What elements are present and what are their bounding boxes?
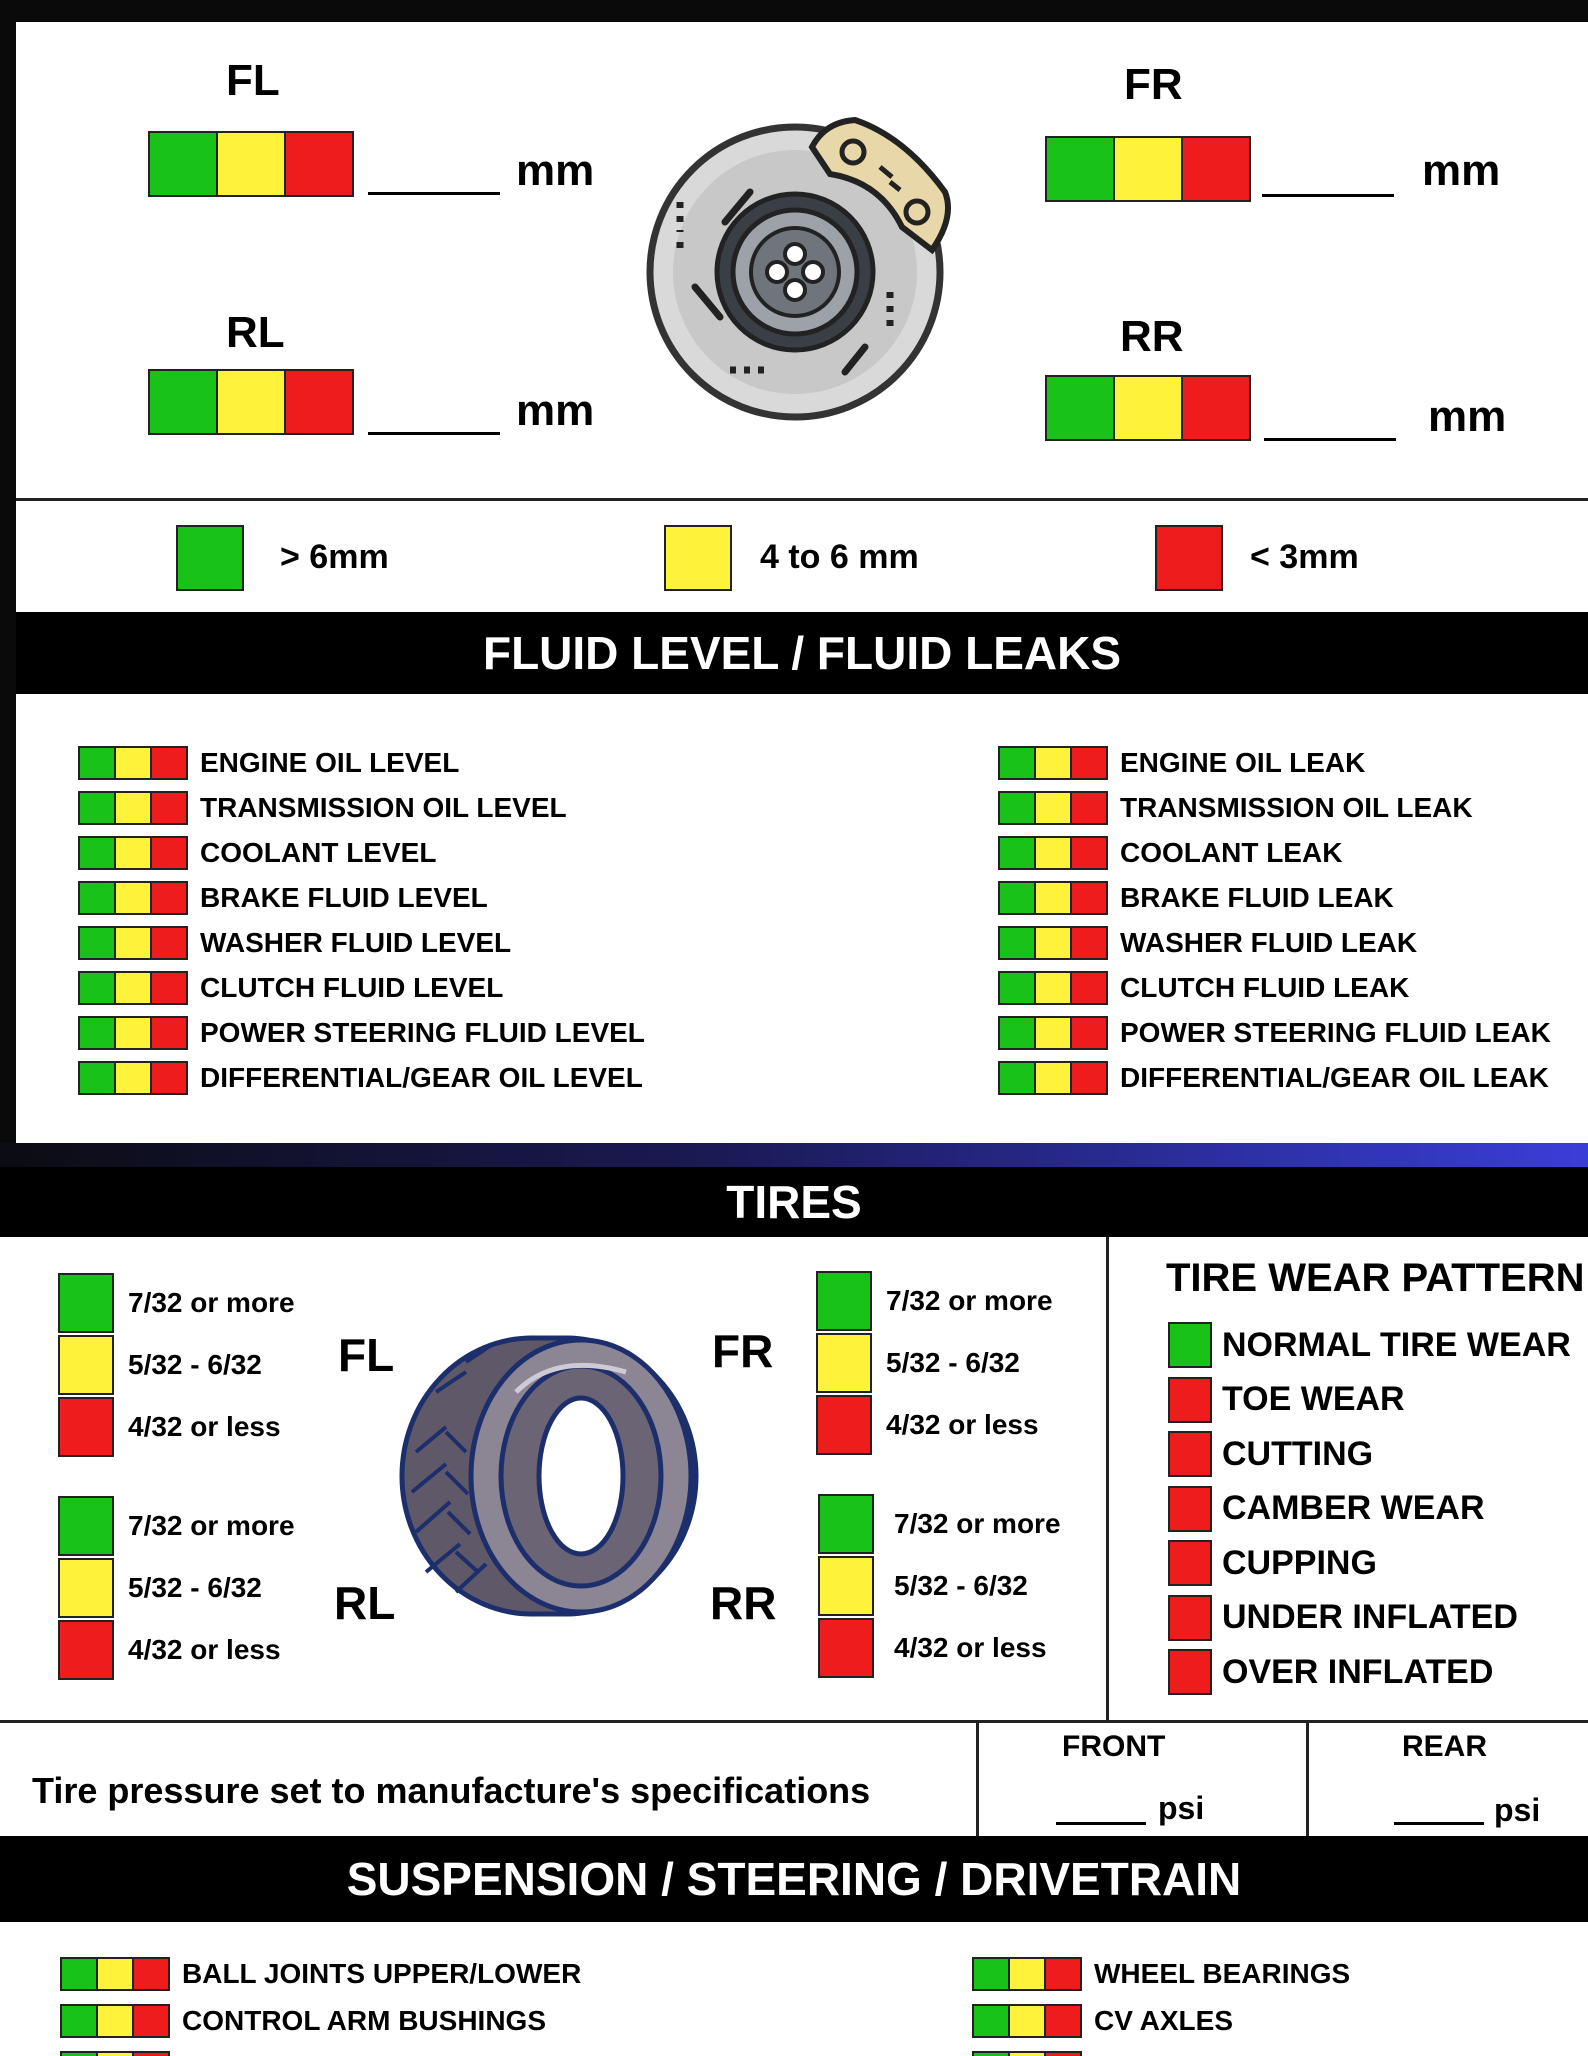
tread-label: 7/32 or more	[886, 1285, 1053, 1316]
yellow-swatch[interactable]	[1034, 746, 1072, 780]
list-item	[78, 1055, 645, 1100]
pressure-rear-unit: psi	[1494, 1792, 1541, 1828]
red-swatch[interactable]	[1168, 1595, 1212, 1641]
fluid-level-label: BRAKE FLUID LEVEL	[200, 881, 488, 913]
tread-label: 7/32 or more	[128, 1287, 295, 1318]
green-swatch[interactable]	[972, 2051, 1010, 2056]
tread-label: 5/32 - 6/32	[894, 1570, 1028, 1601]
wear-pattern-label: CAMBER WEAR	[1222, 1489, 1485, 1528]
green-swatch[interactable]	[998, 881, 1036, 915]
green-swatch[interactable]	[78, 746, 116, 780]
rating-scale[interactable]	[78, 791, 186, 825]
legend-green-label: > 6mm	[280, 538, 389, 576]
list-item	[1168, 1591, 1571, 1646]
fluid-level-label: DIFFERENTIAL/GEAR OIL LEVEL	[200, 1061, 643, 1093]
red-swatch[interactable]	[1070, 791, 1108, 825]
green-swatch[interactable]	[78, 791, 116, 825]
red-swatch[interactable]	[58, 1620, 114, 1680]
fluid-leak-label: COOLANT LEAK	[1120, 836, 1343, 868]
green-swatch[interactable]	[972, 1957, 1010, 1991]
brake-fr-unit: mm	[1422, 146, 1501, 195]
legend-yellow-swatch	[664, 525, 732, 591]
green-swatch[interactable]	[1045, 136, 1115, 202]
green-swatch[interactable]	[1045, 375, 1115, 441]
green-swatch[interactable]	[60, 2004, 98, 2038]
tires-section-title: TIRES	[726, 1176, 862, 1228]
red-swatch[interactable]	[150, 1016, 188, 1050]
fluid-leak-label: TRANSMISSION OIL LEAK	[1120, 791, 1473, 823]
rating-scale[interactable]	[972, 2004, 1080, 2038]
red-swatch[interactable]	[132, 1957, 170, 1991]
left-frame-bar	[0, 0, 16, 1165]
red-swatch[interactable]	[132, 2051, 170, 2056]
yellow-swatch[interactable]	[96, 2004, 134, 2038]
green-swatch[interactable]	[998, 1016, 1036, 1050]
yellow-swatch[interactable]	[1034, 1061, 1072, 1095]
yellow-swatch[interactable]	[1034, 971, 1072, 1005]
green-swatch[interactable]	[58, 1496, 114, 1556]
rating-scale[interactable]	[998, 926, 1106, 960]
legend-green-swatch	[176, 525, 244, 591]
fluid-level-label: WASHER FLUID LEVEL	[200, 926, 512, 958]
tread-label: 7/32 or more	[894, 1508, 1061, 1539]
red-swatch[interactable]	[1181, 375, 1251, 441]
red-swatch[interactable]	[150, 881, 188, 915]
list-item	[78, 830, 645, 875]
suspension-left-list	[60, 1950, 581, 2056]
yellow-swatch[interactable]	[1008, 2051, 1046, 2056]
fluid-leak-label: POWER STEERING FLUID LEAK	[1120, 1016, 1551, 1048]
rating-scale[interactable]	[972, 1957, 1080, 1991]
list-item	[1168, 1536, 1571, 1591]
yellow-swatch[interactable]	[1034, 881, 1072, 915]
pressure-text: Tire pressure set to manufacture's specifications	[32, 1770, 871, 1811]
red-swatch[interactable]	[1070, 971, 1108, 1005]
wear-pattern-label: CUPPING	[1222, 1543, 1377, 1582]
pressure-rear-label: REAR	[1402, 1730, 1488, 1763]
red-swatch[interactable]	[1168, 1377, 1212, 1423]
green-swatch[interactable]	[148, 369, 218, 435]
brake-rr-measure-field[interactable]	[1264, 438, 1396, 441]
suspension-right-list	[972, 1950, 1350, 2056]
brake-rl-label: RL	[226, 308, 285, 357]
tire-rr-label: RR	[710, 1577, 777, 1629]
fluid-section-header	[16, 612, 1588, 694]
suspension-section-title: SUSPENSION / STEERING / DRIVETRAIN	[346, 1853, 1242, 1905]
green-swatch[interactable]	[998, 926, 1036, 960]
green-swatch[interactable]	[78, 1061, 116, 1095]
brake-fl-measure-field[interactable]	[368, 192, 500, 195]
rating-scale[interactable]	[60, 1957, 168, 1991]
green-swatch[interactable]	[816, 1271, 872, 1331]
list-item	[998, 875, 1551, 920]
list-item	[998, 920, 1551, 965]
fluid-leak-label: WASHER FLUID LEAK	[1120, 926, 1418, 958]
yellow-swatch[interactable]	[114, 926, 152, 960]
yellow-swatch[interactable]	[114, 881, 152, 915]
rating-scale[interactable]	[972, 2051, 1080, 2056]
yellow-swatch[interactable]	[114, 791, 152, 825]
yellow-swatch[interactable]	[1034, 926, 1072, 960]
brake-rr-unit: mm	[1428, 392, 1507, 441]
fluid-level-label: TRANSMISSION OIL LEVEL	[200, 791, 567, 823]
fluid-leak-label: BRAKE FLUID LEAK	[1120, 881, 1394, 913]
list-item	[1168, 1318, 1571, 1373]
list-item	[60, 1997, 581, 2044]
green-swatch[interactable]	[78, 836, 116, 870]
brake-fl-unit: mm	[516, 146, 595, 195]
yellow-swatch[interactable]	[1008, 2004, 1046, 2038]
rating-scale[interactable]	[78, 1016, 186, 1050]
tire-icon	[396, 1332, 704, 1620]
list-item	[998, 785, 1551, 830]
red-swatch[interactable]	[1044, 2004, 1082, 2038]
brake-disc-icon	[640, 112, 960, 432]
tire-fl-scale	[58, 1272, 295, 1458]
suspension-item-label: BALL JOINTS UPPER/LOWER	[182, 1957, 582, 1989]
red-swatch[interactable]	[1070, 881, 1108, 915]
red-swatch[interactable]	[150, 1061, 188, 1095]
rating-scale[interactable]	[998, 1061, 1106, 1095]
brake-rl-unit: mm	[516, 386, 595, 435]
red-swatch[interactable]	[1070, 746, 1108, 780]
fluid-leak-label: ENGINE OIL LEAK	[1120, 746, 1366, 778]
tires-vertical-divider	[1106, 1237, 1109, 1722]
wear-pattern-title: TIRE WEAR PATTERN	[1166, 1256, 1585, 1300]
red-swatch[interactable]	[818, 1618, 874, 1678]
list-item	[1168, 1482, 1571, 1537]
green-swatch[interactable]	[998, 746, 1036, 780]
green-swatch[interactable]	[998, 791, 1036, 825]
brake-fr-measure-field[interactable]	[1262, 194, 1394, 197]
brake-rr-label: RR	[1120, 312, 1184, 361]
red-swatch[interactable]	[150, 791, 188, 825]
fluid-level-label: CLUTCH FLUID LEVEL	[200, 971, 504, 1003]
green-swatch[interactable]	[998, 1061, 1036, 1095]
pressure-front-label: FRONT	[1062, 1730, 1166, 1763]
list-item	[60, 1950, 581, 1997]
red-swatch[interactable]	[150, 971, 188, 1005]
yellow-swatch[interactable]	[818, 1556, 874, 1616]
fluid-levels-list	[78, 740, 645, 1100]
wear-pattern-label: UNDER INFLATED	[1222, 1598, 1518, 1637]
tire-fr-label: FR	[712, 1325, 774, 1377]
yellow-swatch[interactable]	[114, 836, 152, 870]
list-item	[972, 1950, 1350, 1997]
pressure-front-unit: psi	[1158, 1790, 1205, 1826]
red-swatch[interactable]	[284, 131, 354, 197]
wear-pattern-label: CUTTING	[1222, 1434, 1374, 1473]
yellow-swatch[interactable]	[816, 1333, 872, 1393]
green-swatch[interactable]	[58, 1273, 114, 1333]
green-swatch[interactable]	[998, 971, 1036, 1005]
legend-yellow-label: 4 to 6 mm	[760, 538, 919, 576]
list-item	[998, 830, 1551, 875]
wear-pattern-label: NORMAL TIRE WEAR	[1222, 1325, 1571, 1364]
fluid-leak-label: DIFFERENTIAL/GEAR OIL LEAK	[1120, 1061, 1549, 1093]
red-swatch[interactable]	[1168, 1486, 1212, 1532]
legend-red-label: < 3mm	[1250, 538, 1359, 576]
rating-scale[interactable]	[998, 791, 1106, 825]
yellow-swatch[interactable]	[58, 1335, 114, 1395]
yellow-swatch[interactable]	[1113, 136, 1183, 202]
rating-scale[interactable]	[998, 971, 1106, 1005]
list-item	[78, 785, 645, 830]
tire-rl-label: RL	[334, 1577, 396, 1629]
red-swatch[interactable]	[1168, 1649, 1212, 1695]
list-item	[1168, 1373, 1571, 1428]
brake-fr-label: FR	[1124, 60, 1183, 109]
green-swatch[interactable]	[60, 1957, 98, 1991]
tread-label: 5/32 - 6/32	[886, 1347, 1020, 1378]
tread-label: 4/32 or less	[894, 1632, 1047, 1663]
yellow-swatch[interactable]	[1034, 1016, 1072, 1050]
gradient-divider	[0, 1143, 1588, 1167]
red-swatch[interactable]	[132, 2004, 170, 2038]
yellow-swatch[interactable]	[216, 369, 286, 435]
tread-label: 4/32 or less	[128, 1634, 281, 1665]
list-item-partial	[972, 2044, 1350, 2056]
suspension-item-label: WHEEL BEARINGS	[1094, 1957, 1351, 1989]
rating-scale[interactable]	[78, 746, 186, 780]
red-swatch[interactable]	[284, 369, 354, 435]
section-divider	[16, 498, 1588, 501]
green-swatch[interactable]	[972, 2004, 1010, 2038]
rating-scale[interactable]	[998, 836, 1106, 870]
tread-label: 4/32 or less	[886, 1409, 1039, 1440]
red-swatch[interactable]	[1181, 136, 1251, 202]
rating-scale[interactable]	[60, 2051, 168, 2056]
brake-fl-label: FL	[226, 56, 280, 105]
tire-rr-scale	[818, 1493, 1061, 1679]
list-item	[998, 740, 1551, 785]
green-swatch[interactable]	[1168, 1322, 1212, 1368]
tire-rl-scale	[58, 1495, 295, 1681]
red-swatch[interactable]	[1168, 1431, 1212, 1477]
green-swatch[interactable]	[998, 836, 1036, 870]
tires-section-header	[0, 1167, 1588, 1237]
list-item	[998, 965, 1551, 1010]
red-swatch[interactable]	[1070, 926, 1108, 960]
list-item	[78, 920, 645, 965]
list-item	[972, 1997, 1350, 2044]
red-swatch[interactable]	[150, 746, 188, 780]
rating-scale[interactable]	[60, 2004, 168, 2038]
yellow-swatch[interactable]	[114, 971, 152, 1005]
green-swatch[interactable]	[78, 1016, 116, 1050]
red-swatch[interactable]	[150, 836, 188, 870]
red-swatch[interactable]	[150, 926, 188, 960]
brake-rl-scale[interactable]	[148, 369, 352, 435]
list-item	[998, 1055, 1551, 1100]
brake-fl-scale[interactable]	[148, 131, 352, 197]
wear-pattern-list	[1168, 1318, 1571, 1700]
list-item	[78, 740, 645, 785]
list-item	[78, 1010, 645, 1055]
green-swatch[interactable]	[818, 1494, 874, 1554]
suspension-section-header	[0, 1836, 1588, 1922]
green-swatch[interactable]	[148, 131, 218, 197]
tire-fl-label: FL	[338, 1329, 395, 1381]
brake-rr-scale[interactable]	[1045, 375, 1249, 441]
list-item	[998, 1010, 1551, 1055]
tread-label: 5/32 - 6/32	[128, 1572, 262, 1603]
wear-pattern-label: OVER INFLATED	[1222, 1652, 1494, 1691]
red-swatch[interactable]	[1168, 1540, 1212, 1586]
rating-scale[interactable]	[78, 926, 186, 960]
suspension-item-label: CONTROL ARM BUSHINGS	[182, 2004, 546, 2036]
fluid-leaks-list	[998, 740, 1551, 1100]
yellow-swatch[interactable]	[1034, 791, 1072, 825]
rating-scale[interactable]	[998, 746, 1106, 780]
tread-label: 7/32 or more	[128, 1510, 295, 1541]
red-swatch[interactable]	[58, 1397, 114, 1457]
red-swatch[interactable]	[1044, 1957, 1082, 1991]
list-item	[1168, 1427, 1571, 1482]
yellow-swatch[interactable]	[216, 131, 286, 197]
rating-scale[interactable]	[78, 971, 186, 1005]
rating-scale[interactable]	[78, 1061, 186, 1095]
list-item	[78, 875, 645, 920]
yellow-swatch[interactable]	[114, 746, 152, 780]
list-item	[1168, 1645, 1571, 1700]
list-item-partial	[60, 2044, 581, 2056]
rating-scale[interactable]	[998, 1016, 1106, 1050]
list-item	[78, 965, 645, 1010]
yellow-swatch[interactable]	[96, 2051, 134, 2056]
red-swatch[interactable]	[816, 1395, 872, 1455]
pressure-front-field[interactable]	[1056, 1822, 1146, 1825]
pressure-rear-divider	[1306, 1720, 1309, 1836]
rating-scale[interactable]	[78, 881, 186, 915]
fluid-level-label: ENGINE OIL LEVEL	[200, 746, 460, 778]
brake-fr-scale[interactable]	[1045, 136, 1249, 202]
yellow-swatch[interactable]	[114, 1016, 152, 1050]
suspension-item-label: CV AXLES	[1094, 2004, 1233, 2036]
tread-label: 5/32 - 6/32	[128, 1349, 262, 1380]
yellow-swatch[interactable]	[1034, 836, 1072, 870]
red-swatch[interactable]	[1044, 2051, 1082, 2056]
rating-scale[interactable]	[78, 836, 186, 870]
fluid-level-label: POWER STEERING FLUID LEVEL	[200, 1016, 645, 1048]
top-frame-bar	[0, 0, 1588, 22]
yellow-swatch[interactable]	[96, 1957, 134, 1991]
green-swatch[interactable]	[78, 971, 116, 1005]
green-swatch[interactable]	[78, 926, 116, 960]
brake-rl-measure-field[interactable]	[368, 432, 500, 435]
fluid-section-title: FLUID LEVEL / FLUID LEAKS	[482, 627, 1122, 679]
yellow-swatch[interactable]	[1113, 375, 1183, 441]
rating-scale[interactable]	[998, 881, 1106, 915]
tire-fr-scale	[816, 1270, 1053, 1456]
green-swatch[interactable]	[78, 881, 116, 915]
yellow-swatch[interactable]	[58, 1558, 114, 1618]
green-swatch[interactable]	[60, 2051, 98, 2056]
legend-red-swatch	[1155, 525, 1223, 591]
red-swatch[interactable]	[1070, 836, 1108, 870]
fluid-level-label: COOLANT LEVEL	[200, 836, 437, 868]
tread-label: 4/32 or less	[128, 1411, 281, 1442]
yellow-swatch[interactable]	[114, 1061, 152, 1095]
fluid-leak-label: CLUTCH FLUID LEAK	[1120, 971, 1410, 1003]
pressure-front-divider	[976, 1720, 979, 1836]
red-swatch[interactable]	[1070, 1061, 1108, 1095]
pressure-row-top-border	[0, 1720, 1588, 1723]
red-swatch[interactable]	[1070, 1016, 1108, 1050]
yellow-swatch[interactable]	[1008, 1957, 1046, 1991]
pressure-rear-field[interactable]	[1394, 1822, 1484, 1825]
wear-pattern-label: TOE WEAR	[1222, 1380, 1405, 1419]
